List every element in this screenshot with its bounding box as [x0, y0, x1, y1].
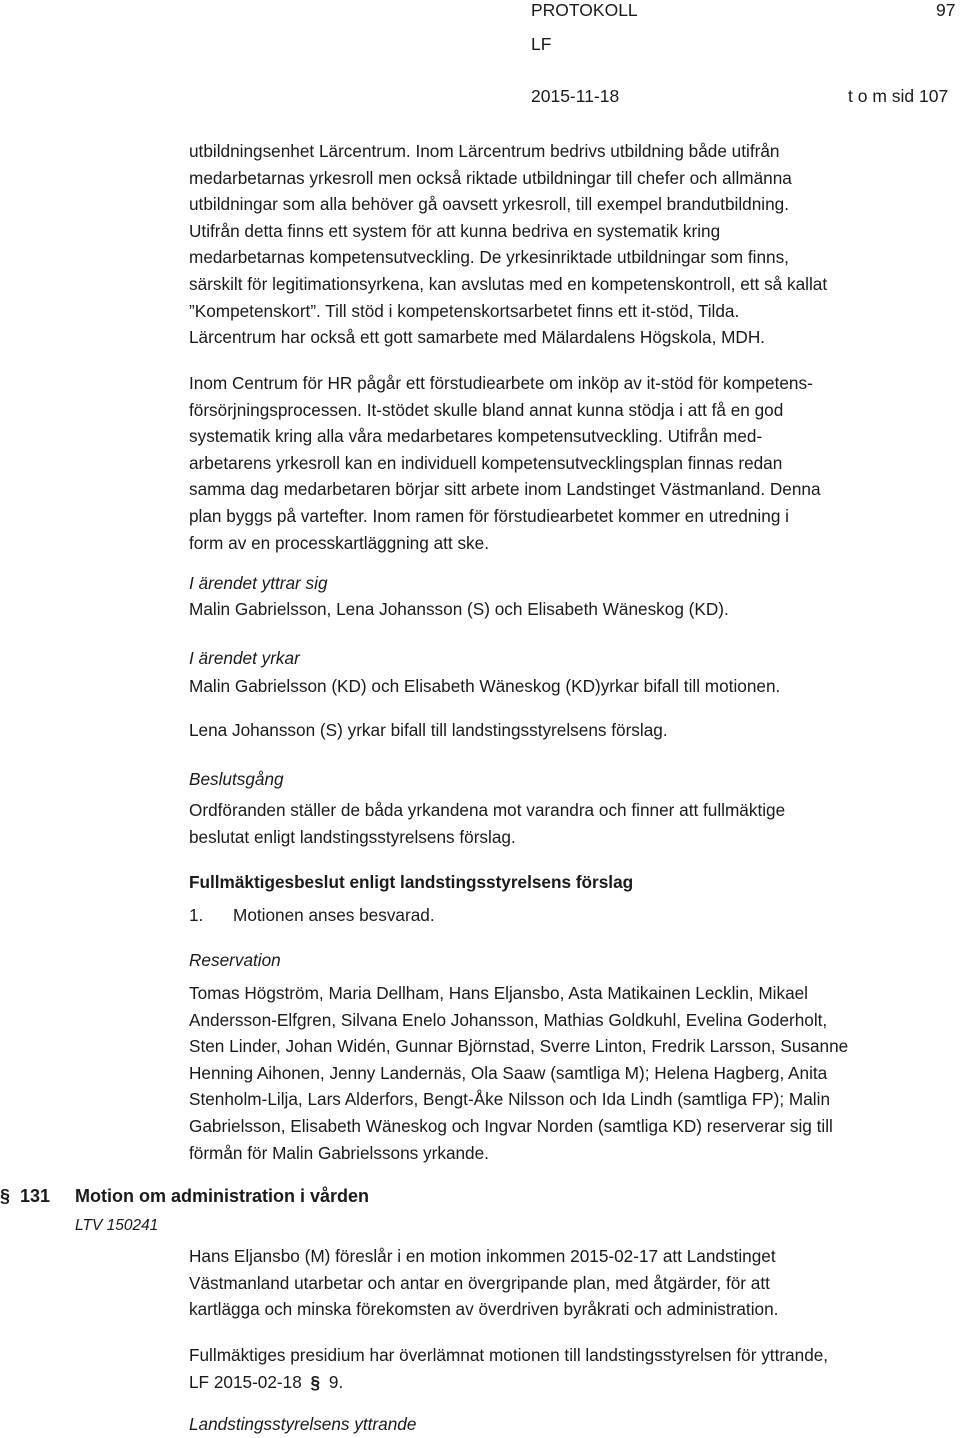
text-line: särskilt för legitimationsyrkena, kan avslutas med en kompetenskontroll, ett så kallat [189, 273, 828, 294]
text-line: Sten Linder, Johan Widén, Gunnar Björnstad, Sverre Linton, Fredrik Larsson, Susanne [189, 1036, 849, 1057]
text-line: Lärcentrum har också ett gott samarbete med Mälardalens Högskola, MDH. [189, 327, 766, 348]
meeting-date: 2015-11-18 [531, 86, 620, 106]
text-line: Inom Centrum för HR pågår ett förstudiearbete om inköp av it-stöd för kompetens- [189, 373, 813, 393]
text-line: Hans Eljansbo (M) föreslår i en motion inkommen 2015-02-17 att Landstinget [189, 1246, 776, 1266]
text-line: försörjningsprocessen. It-stödet skulle bland annat kunna stödja i att få en god [189, 399, 784, 420]
text-line: förmån för Malin Gabrielssons yrkande. [189, 1142, 489, 1163]
yrkar-text-2: Lena Johansson (S) yrkar bifall till landstingsstyrelsens förslag. [189, 720, 668, 740]
paragraph-hr-forstudie [189, 370, 949, 556]
yttrar-names: Malin Gabrielsson, Lena Johansson (S) och Elisabeth Wäneskog (KD). [189, 599, 729, 619]
heading-fullmaktigesbeslut: Fullmäktigesbeslut enligt landstingsstyrelsens förslag [189, 872, 634, 892]
organization-code: LF [531, 34, 552, 54]
text-line: beslutat enligt landstingsstyrelsens förslag. [189, 826, 516, 847]
text-line: Andersson-Elfgren, Silvana Enelo Johansson, Mathias Goldkuhl, Evelina Goderholt, [189, 1009, 828, 1030]
text-line: Fullmäktiges presidium har överlämnat motionen till landstingsstyrelsen för yttrande, [189, 1345, 829, 1365]
text-line: Henning Aihonen, Jenny Landernäs, Ola Saaw (samtliga M); Helena Hagberg, Anita [189, 1062, 828, 1083]
text-line: plan byggs på vartefter. Inom ramen för förstudiearbetet kommer en utredning i [189, 505, 789, 526]
heading-landstingsstyrelsens-yttrande: Landstingsstyrelsens yttrande [189, 1414, 417, 1434]
paragraph-larcentrum [189, 138, 949, 351]
referral-suffix: 9. [328, 1371, 344, 1392]
section-symbol: § [0, 1186, 11, 1206]
page-number: 97 [936, 0, 956, 20]
page-range: t o m sid 107 [848, 86, 949, 106]
text-line: Utifrån detta finns ett system för att kunna bedriva en systematik kring [189, 220, 721, 241]
text-line: kartlägga och minska förekomsten av överdriven byråkrati och administration. [189, 1299, 779, 1320]
section-title: Motion om administration i vården [75, 1186, 370, 1206]
text-line: ”Kompetenskort”. Till stöd i kompetenskortsarbetet finns ett it-stöd, Tilda. [189, 300, 740, 321]
text-line: Ordföranden ställer de båda yrkandena mot varandra och finner att fullmäktige [189, 800, 786, 820]
text-line: medarbetarnas yrkesroll men också riktade utbildningar till chefer och allmänna [189, 167, 792, 188]
text-line: arbetarens yrkesroll kan en individuell kompetensutvecklingsplan finnas redan [189, 452, 783, 473]
heading-yrkar: I ärendet yrkar [189, 648, 300, 668]
text-line: form av en processkartläggning att ske. [189, 532, 489, 553]
yrkar-text-1: Malin Gabrielsson (KD) och Elisabeth Wäneskog (KD)yrkar bifall till motionen. [189, 676, 781, 696]
case-reference: LTV 150241 [75, 1217, 159, 1234]
beslutsgang-text [189, 797, 949, 850]
text-line [189, 1369, 949, 1396]
section-number: 131 [20, 1186, 51, 1206]
referral-prefix: LF 2015-02-18 [189, 1371, 302, 1392]
text-line: samma dag medarbetaren börjar sitt arbete inom Landstinget Västmanland. Denna [189, 479, 821, 500]
text-line: Västmanland utarbetar och antar en övergripande plan, med åtgärder, för att [189, 1272, 770, 1293]
text-line: Gabrielsson, Elisabeth Wäneskog och Ingvar Norden (samtliga KD) reserverar sig till [189, 1115, 833, 1136]
document-type: PROTOKOLL [531, 0, 638, 20]
motion-summary [189, 1243, 949, 1323]
text-line: medarbetarnas kompetensutveckling. De yrkesinriktade utbildningar som finns, [189, 247, 789, 268]
text-line: Tomas Högström, Maria Dellham, Hans Eljansbo, Asta Matikainen Lecklin, Mikael [189, 983, 808, 1003]
heading-yttrar-sig: I ärendet yttrar sig [189, 573, 328, 593]
paragraph-symbol: § [310, 1371, 321, 1392]
text-line: utbildningar som alla behöver gå oavsett yrkesroll, till exempel brandutbildning. [189, 194, 789, 215]
heading-reservation: Reservation [189, 950, 281, 970]
decision-item-text: Motionen anses besvarad. [233, 905, 435, 925]
heading-beslutsgang: Beslutsgång [189, 769, 284, 789]
presidium-referral [189, 1342, 949, 1395]
text-line: utbildningsenhet Lärcentrum. Inom Lärcentrum bedrivs utbildning både utifrån [189, 141, 780, 161]
decision-item-number: 1. [189, 905, 204, 925]
text-line: systematik kring alla våra medarbetares kompetensutveckling. Utifrån med- [189, 426, 763, 447]
reservation-text [189, 980, 949, 1166]
text-line: Stenholm-Lilja, Lars Alderfors, Bengt-Åke Nilsson och Ida Lindh (samtliga FP); Malin [189, 1089, 830, 1110]
